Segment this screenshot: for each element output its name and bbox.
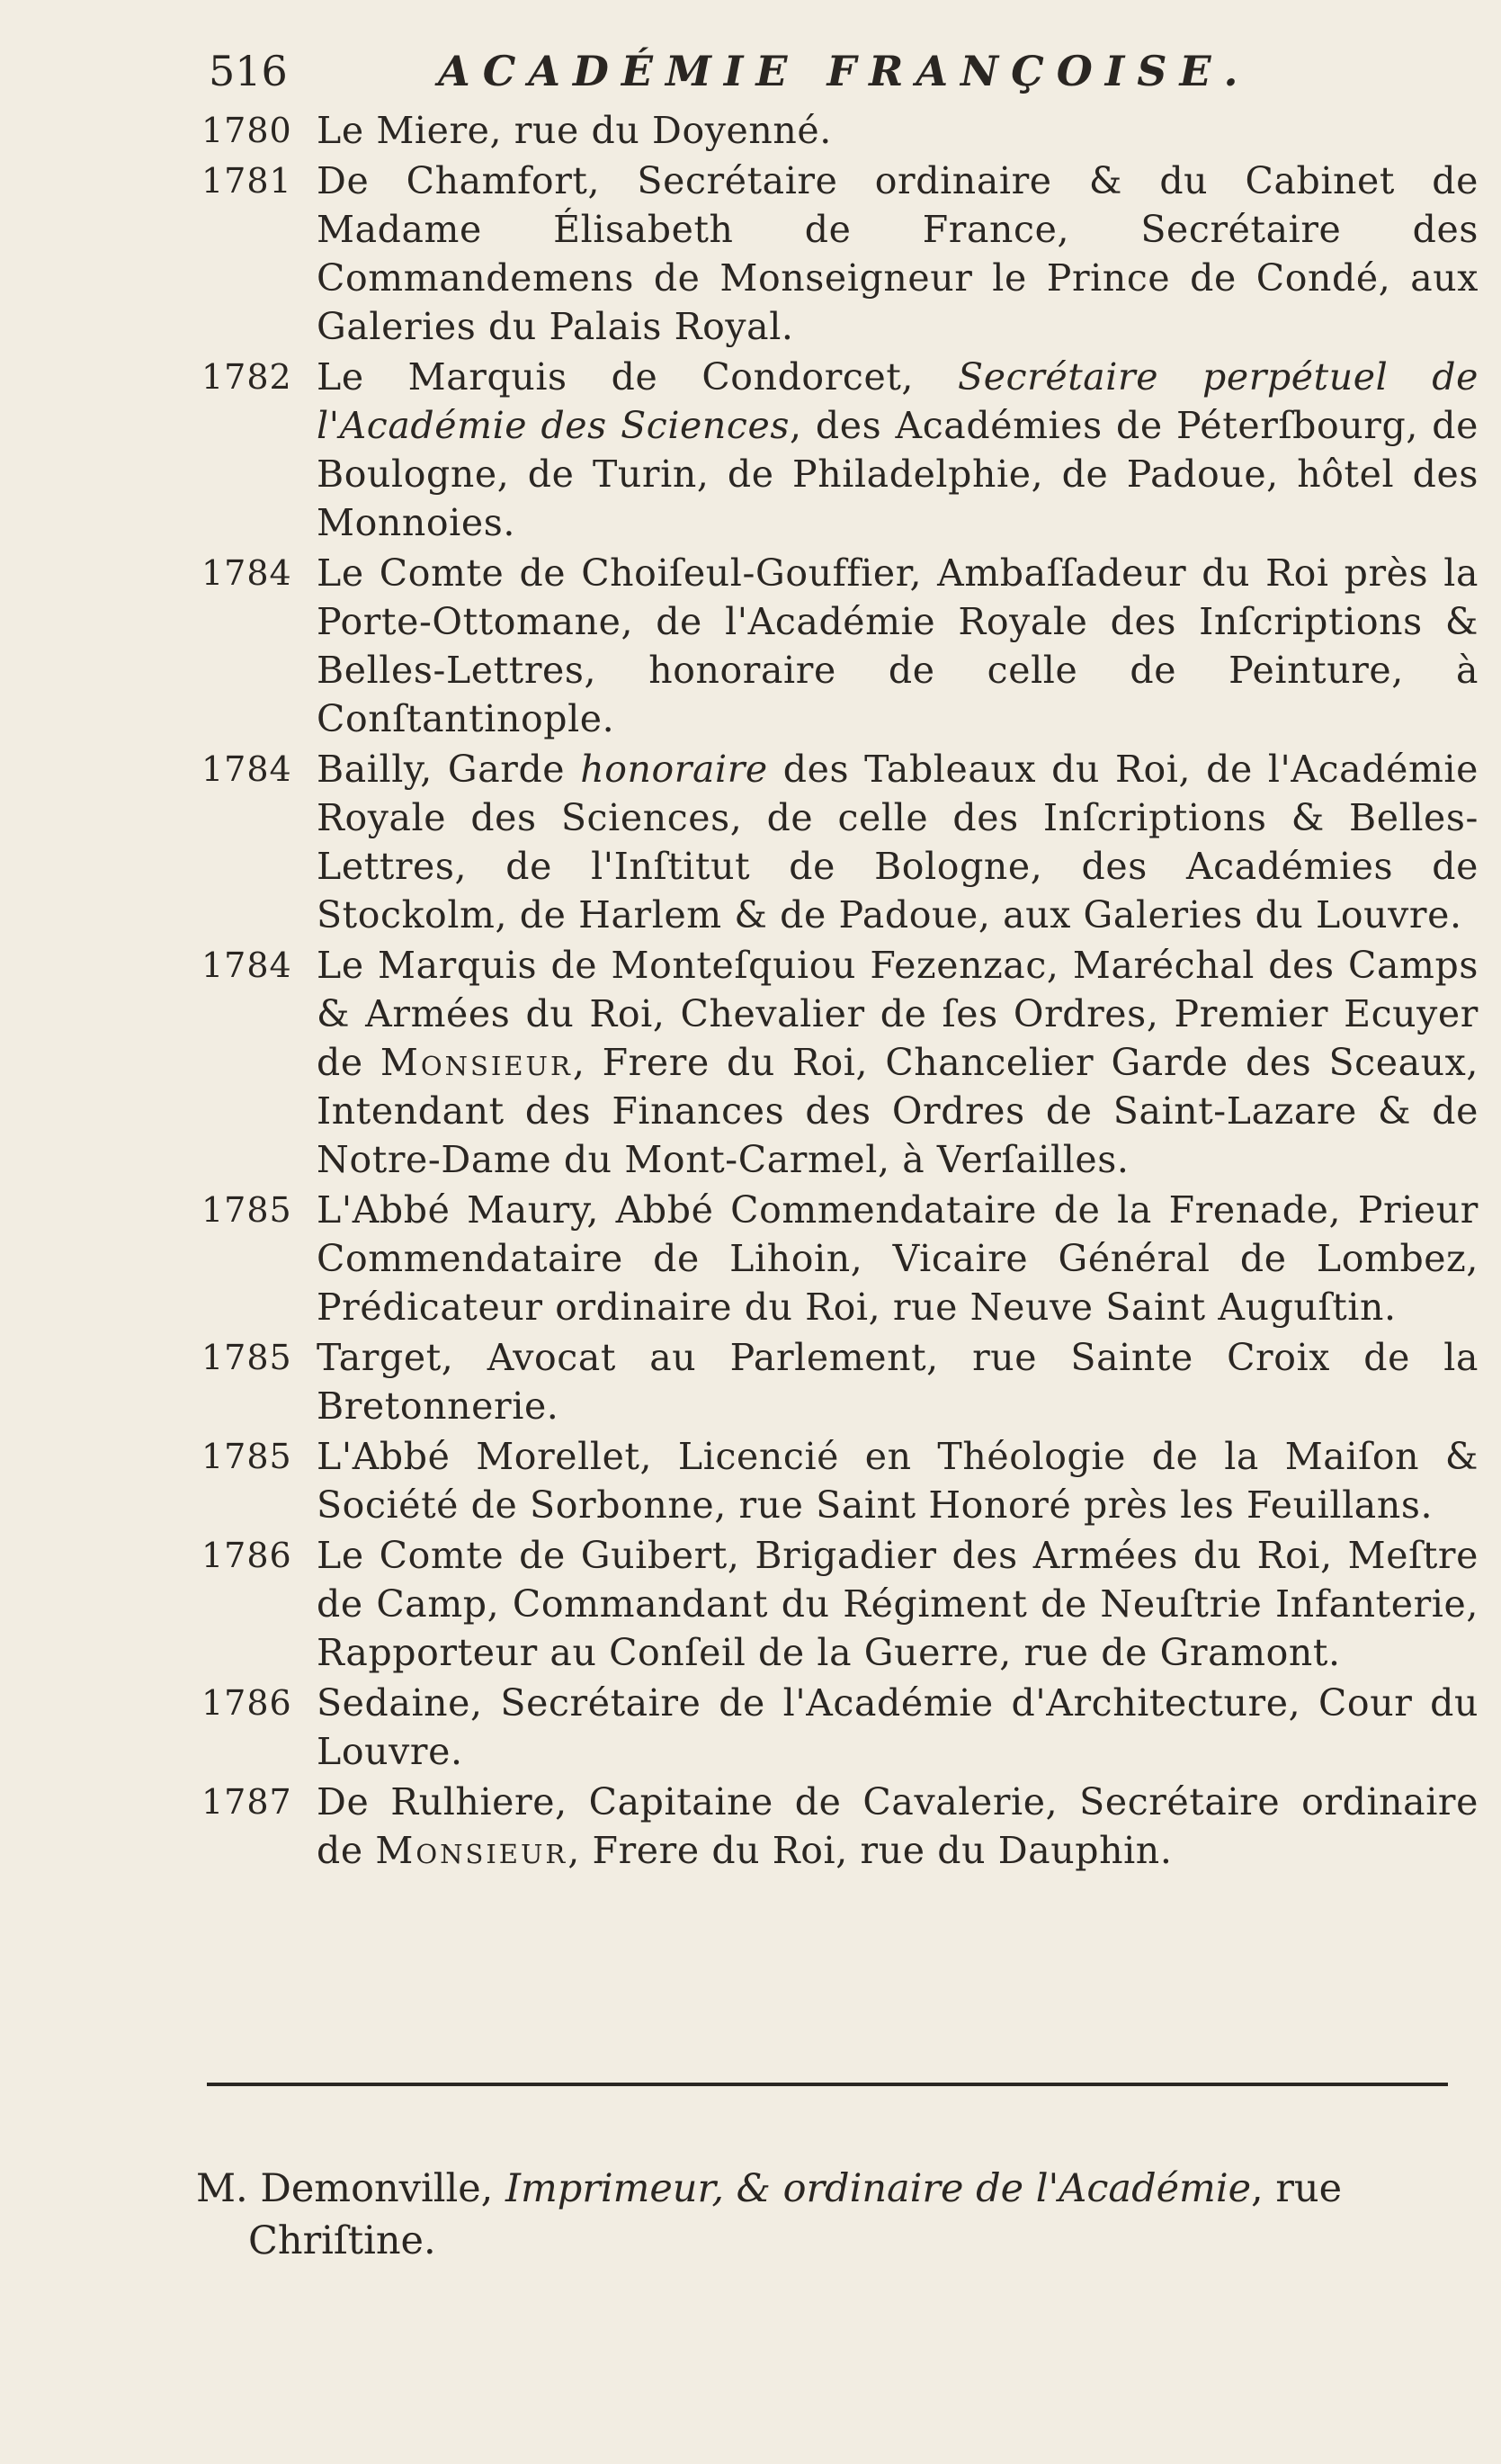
- entry-small-caps: Monsieur: [375, 1829, 568, 1872]
- entry-text: Le Miere, rue du Doyenné.: [317, 109, 832, 152]
- entry-year: 1786: [201, 1536, 292, 1575]
- list-entry: [201, 106, 1479, 155]
- imprint-role-italic: Imprimeur, & ordinaire de l'Académie: [505, 2166, 1252, 2211]
- entry-text-part: Bailly, Garde: [317, 748, 581, 791]
- list-entry: [201, 549, 1479, 743]
- entry-text: [317, 1778, 1479, 1875]
- entry-text-part: De Rulhiere, Capitaine de Cavalerie, Secrétaire ordinaire de: [317, 1780, 1479, 1872]
- list-entry: [201, 1186, 1479, 1331]
- list-entry: [201, 353, 1479, 547]
- entry-text-part: des Tableaux du Roi, de l'Académie Royale des Sciences, de celle des Inſcriptions & Belles-Lettres, de l'Inſtitut de Bologne, des Académies de Stockolm, de Harlem & de Padoue, aux Galeries du Louvre.: [317, 748, 1479, 936]
- entry-text: Target, Avocat au Parlement, rue Sainte Croix de la Bretonnerie.: [317, 1336, 1479, 1428]
- entry-year: 1781: [201, 161, 292, 201]
- entry-text: De Chamfort, Secrétaire ordinaire & du Cabinet de Madame Élisabeth de France, Secrétaire des Commandemens de Monseigneur le Prince de Condé, aux Galeries du Palais Royal.: [317, 159, 1479, 348]
- horizontal-rule: [207, 2083, 1448, 2086]
- entry-text: Le Comte de Guibert, Brigadier des Armées du Roi, Meſtre de Camp, Commandant du Régiment de Neuſtrie Infanterie, Rapporteur au Conſeil de la Guerre, rue de Gramont.: [317, 1534, 1479, 1674]
- list-entry: [201, 941, 1479, 1184]
- entry-title-italic: Secrétaire perpétuel de l'Académie des Sciences: [317, 355, 1479, 447]
- entry-text-part: , Frere du Roi, rue du Dauphin.: [567, 1829, 1173, 1872]
- entry-year: 1784: [201, 553, 292, 593]
- entry-year: 1784: [201, 945, 292, 985]
- entry-year: 1784: [201, 749, 292, 789]
- entry-text-part: Le Marquis de Monteſquiou Fezenzac, Maréchal des Camps & Armées du Roi, Chevalier de ſes Ordres, Premier Ecuyer de: [317, 944, 1479, 1084]
- list-entry: [201, 1778, 1479, 1875]
- entry-text: L'Abbé Morellet, Licencié en Théologie de la Maiſon & Société de Sorbonne, rue Saint Honoré près les Feuillans.: [317, 1435, 1479, 1527]
- entry-text-part: , Frere du Roi, Chancelier Garde des Sceaux, Intendant des Finances des Ordres de Saint-Lazare & de Notre-Dame du Mont-Carmel, à Verſailles.: [317, 1041, 1479, 1181]
- imprint-address-start: , rue: [1251, 2166, 1343, 2211]
- list-entry: [201, 1432, 1479, 1529]
- list-entry: [201, 745, 1479, 939]
- entry-text: [317, 745, 1479, 939]
- entry-text-part: Le Marquis de Condorcet,: [317, 355, 959, 399]
- entry-year: 1785: [201, 1437, 292, 1476]
- entry-text: [317, 941, 1479, 1184]
- entry-year: 1786: [201, 1683, 292, 1723]
- printer-imprint: [196, 2163, 1455, 2267]
- list-entry: [201, 1531, 1479, 1677]
- entry-year: 1782: [201, 357, 292, 397]
- imprint-name: M. Demonville,: [196, 2166, 505, 2211]
- entry-year: 1787: [201, 1782, 292, 1822]
- entry-text: Le Comte de Choiſeul-Gouffier, Ambaſſadeur du Roi près la Porte-Ottomane, de l'Académie Royale des Inſcriptions & Belles-Lettres, honoraire de celle de Peinture, à Conſtantinople.: [317, 551, 1479, 740]
- entry-small-caps: Monsieur: [380, 1041, 573, 1084]
- entry-text-part: , des Académies de Péterſbourg, de Boulogne, de Turin, de Philadelphie, de Padoue, hôtel des Monnoies.: [317, 404, 1479, 544]
- list-entry: [201, 1679, 1479, 1776]
- list-entry: [201, 157, 1479, 351]
- imprint-line-1: [196, 2163, 1455, 2215]
- page-number: 516: [209, 47, 288, 95]
- member-list: [201, 106, 1479, 1875]
- entry-text: L'Abbé Maury, Abbé Commendataire de la Frenade, Prieur Commendataire de Lihoin, Vicaire Général de Lombez, Prédicateur ordinaire du Roi, rue Neuve Saint Auguſtin.: [317, 1188, 1479, 1329]
- entry-year: 1785: [201, 1190, 292, 1230]
- running-title: ACADÉMIE FRANÇOISE.: [438, 47, 1251, 95]
- entry-year: 1780: [201, 111, 292, 150]
- entry-text: [317, 353, 1479, 547]
- list-entry: [201, 1333, 1479, 1430]
- entry-title-italic: honoraire: [580, 748, 768, 791]
- entry-text: Sedaine, Secrétaire de l'Académie d'Architecture, Cour du Louvre.: [317, 1681, 1479, 1773]
- page-header: [209, 47, 1306, 110]
- imprint-line-2: Chriſtine.: [248, 2218, 436, 2263]
- entry-year: 1785: [201, 1338, 292, 1377]
